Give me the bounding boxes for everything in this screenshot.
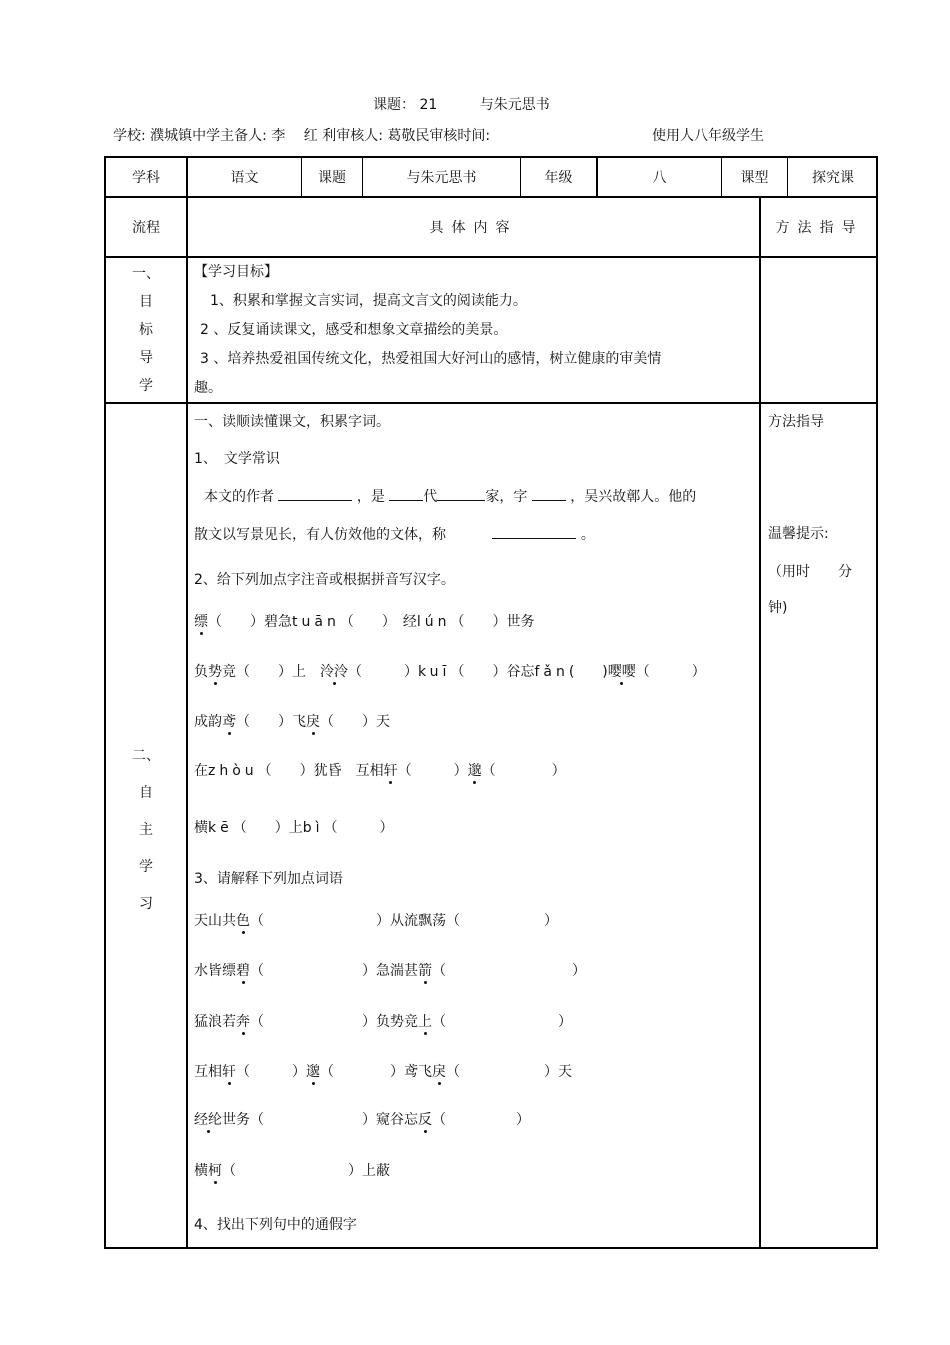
topic-label-cell: 课题 [318, 170, 346, 186]
q3-row: 互相轩（ ）邈（ ）鸢飞戾（ ）天 [194, 1064, 572, 1080]
author-blank[interactable] [278, 486, 352, 501]
tip-title: 温馨提示: [768, 526, 829, 542]
q3-row: 横柯（ ）上蔽 [194, 1163, 390, 1179]
q3-row: 天山共色（ ）从流飘荡（ ） [194, 913, 558, 929]
topic-name: 与朱元思书 [479, 97, 550, 113]
topic-number: 21 [419, 97, 438, 113]
objectives-heading: 【学习目标】 [194, 264, 278, 280]
col-divider [186, 196, 188, 1247]
section2-label: 二、 自 主 学 习 [132, 748, 160, 912]
q1-line2: 散文以写景见长，有人仿效他的文体，称 。 [194, 524, 595, 545]
q3-row: 猛浪若奔（ ）负势竞上（ ） [194, 1014, 572, 1030]
q2-row: 负势竞（ ）上 泠泠（ ）kuī（ ）谷忘fǎn( )嘤嘤（ ） [194, 664, 706, 680]
q2-row: 成韵鸢（ ）飞戾（ ）天 [194, 714, 390, 730]
lesson-table [104, 156, 878, 1249]
q1-title: 1、 文学常识 [194, 451, 280, 467]
subject-value: 语文 [230, 170, 259, 186]
objective-item: 3 、培养热爱祖国传统文化，热爱祖国大好河山的感情，树立健康的审美情 [200, 351, 662, 367]
q2-title: 2、给下列加点字注音或根据拼音写汉字。 [194, 572, 455, 588]
q2-row: 在zhòu（ ）犹昏 互相轩（ ）邈（ ） [194, 763, 566, 779]
tip-time: （用时 分 [768, 564, 852, 580]
q3-row: 水皆缥碧（ ）急湍甚箭（ ） [194, 963, 586, 979]
grade-label: 年级 [544, 170, 573, 186]
type-label: 课型 [740, 170, 769, 186]
page-title [373, 94, 550, 114]
style-name-blank[interactable] [492, 524, 576, 539]
type-value: 探究课 [812, 170, 854, 186]
process-header: 流程 [132, 220, 160, 236]
content-header: 具体内容 [429, 220, 518, 236]
dynasty-blank[interactable] [389, 486, 423, 501]
topic-label: 课题： [373, 97, 415, 113]
grade-value: 八 [652, 170, 667, 186]
meta-info: 学校: 濮城镇中学主备人: 李 红 利审核人: 葛敬民审核时间: [113, 128, 491, 144]
tip-time-unit: 钟) [768, 600, 788, 616]
courtesy-name-blank[interactable] [532, 486, 566, 501]
objective-item: 2 、反复诵读课文，感受和想象文章描绘的美景。 [200, 322, 508, 338]
q3-row: 经纶世务（ ）窥谷忘反（ ） [194, 1112, 530, 1128]
method-header: 方法指导 [775, 220, 864, 236]
subject-label: 学科 [132, 170, 160, 186]
q3-title: 3、请解释下列加点词语 [194, 871, 343, 887]
objective-item: 1、积累和掌握文言实词，提高文言文的阅读能力。 [210, 293, 527, 309]
objective-item: 趣。 [194, 380, 222, 396]
q2-row: 横kē（ ）上bì（ ） [194, 820, 394, 836]
col-divider [759, 196, 761, 1247]
q2-row: 缥（ ）碧急tuān（ ） 经lún（ ）世务 [194, 614, 535, 630]
q4-title: 4、找出下列句中的通假字 [194, 1217, 357, 1233]
section1-label: 一、 目 标 导 学 [132, 266, 160, 394]
method-guide-title: 方法指导 [768, 414, 824, 430]
reading-intro: 一、读顺读懂课文，积累字词。 [194, 414, 390, 430]
role-blank[interactable] [437, 486, 485, 501]
topic-value-cell: 与朱元思书 [406, 170, 477, 186]
meta-users: 使用人八年级学生 [652, 128, 764, 144]
q1-line1: 本文的作者 ，是 代 家，字 ，吴兴故鄣人。他的 [204, 486, 696, 507]
